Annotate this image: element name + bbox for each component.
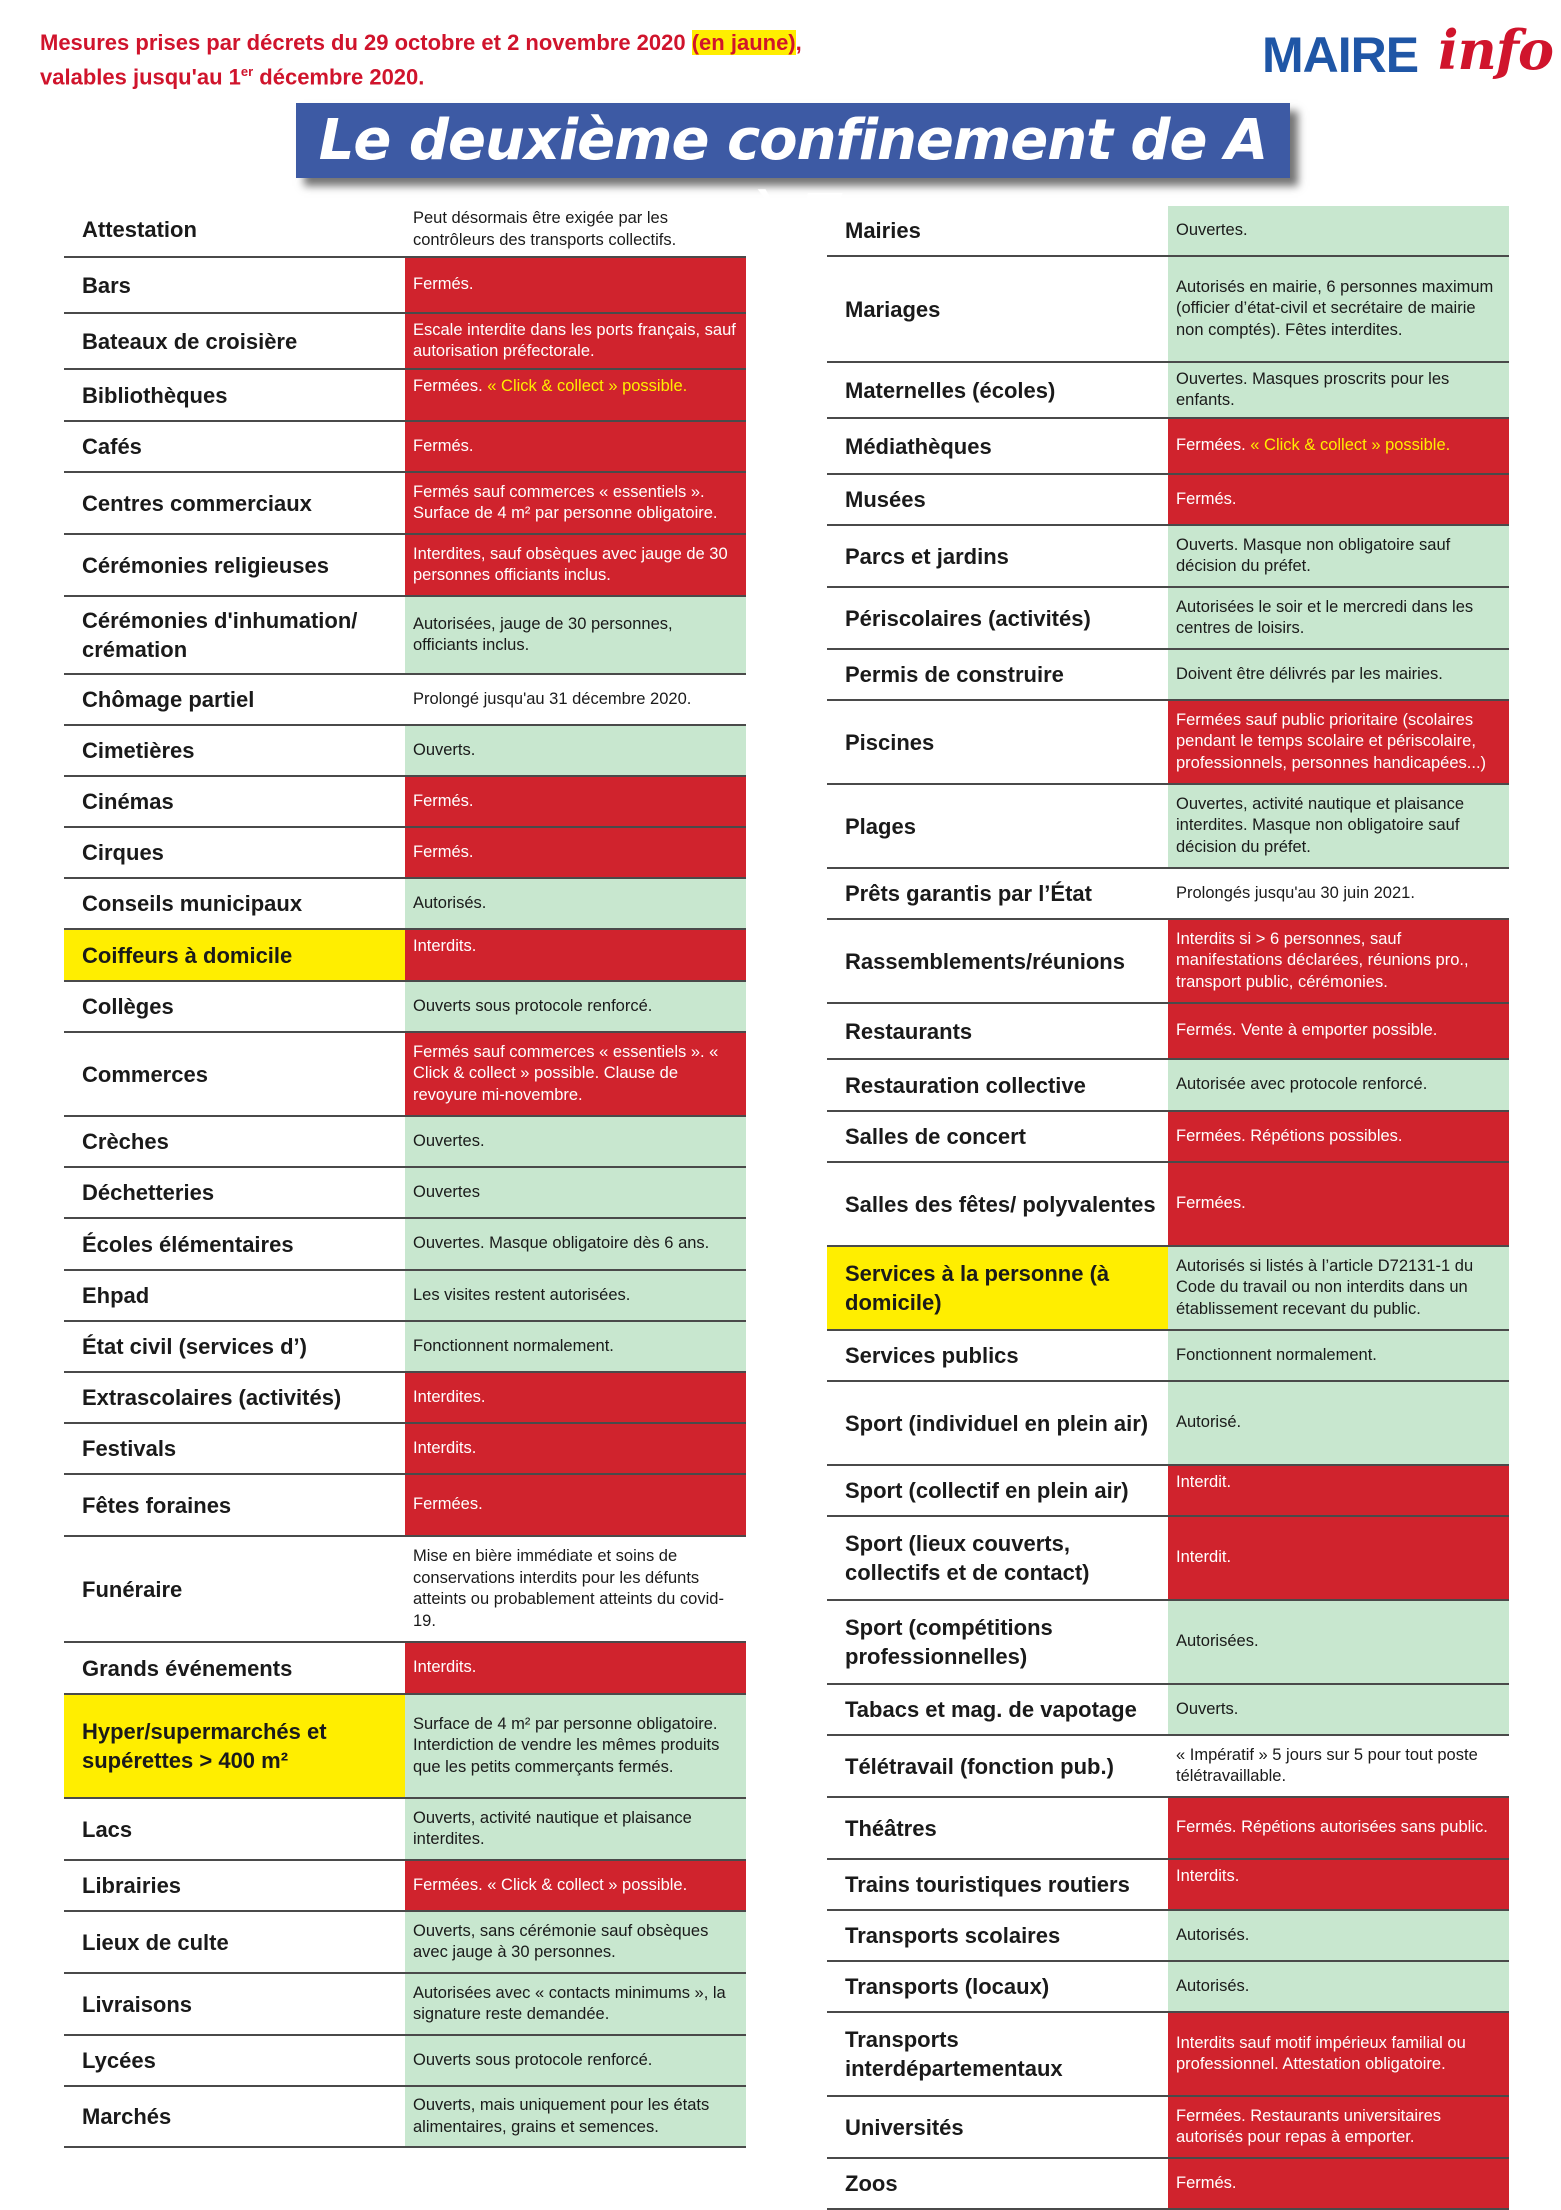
measure-row: [827, 363, 1509, 419]
measure-description: Fermées sauf public prioritaire (scolaires pendant le temps scolaire et périscolaire, professionnels, personnes handicapées...): [1176, 710, 1487, 772]
measure-row: [827, 1962, 1509, 2013]
measure-row: [827, 1685, 1509, 1736]
note-text: décembre 2020.: [253, 64, 425, 90]
measure-status-green: [405, 1168, 746, 1217]
measure-row: [827, 1736, 1509, 1798]
measure-row: [827, 1060, 1509, 1112]
measure-description: Fonctionnent normalement.: [1176, 1345, 1377, 1364]
measure-label: Attestation: [82, 217, 197, 242]
measure-description: Interdits.: [413, 937, 477, 955]
measure-label: Bateaux de croisière: [82, 328, 298, 354]
measure-label: Festivals: [82, 1436, 177, 1461]
measure-description: Ouverts, activité nautique et plaisance interdites.: [413, 1808, 692, 1848]
measure-row: [64, 1168, 746, 1219]
measure-description: Autorisés.: [413, 893, 487, 912]
measure-description: Autorisées avec « contacts minimums », la signature reste demandée.: [413, 1983, 726, 2023]
measure-row: [64, 422, 746, 473]
measure-status-red: [405, 370, 746, 420]
measure-row: [64, 777, 746, 828]
measure-status-green: [405, 1322, 746, 1371]
note-text: Mesures prises par décrets du 29 octobre et 2 novembre 2020: [40, 30, 692, 55]
measure-label: Cimetières: [82, 738, 195, 763]
measure-label: Permis de construire: [845, 662, 1064, 687]
measure-description: Doivent être délivrés par les mairies.: [1176, 664, 1443, 683]
measure-description: Interdits si > 6 personnes, sauf manifestations déclarées, réunions pro., transport public, cérémonies.: [1176, 929, 1469, 991]
note-highlight: (en jaune): [691, 30, 796, 55]
measure-status-red: [405, 930, 746, 980]
measure-label: Sport (lieux couverts, collectifs et de contact): [845, 1531, 1090, 1585]
measure-status-green: [1168, 1911, 1509, 1960]
measure-status-red: [405, 777, 746, 826]
measure-status-green: [405, 2036, 746, 2085]
measure-label: Services à la personne (à domicile): [827, 1247, 1168, 1329]
measure-description: « Impératif » 5 jours sur 5 pour tout poste télétravaillable.: [1176, 1745, 1478, 1785]
measure-description: Prolongé jusqu'au 31 décembre 2020.: [413, 689, 692, 708]
measure-description: Fermés.: [1176, 489, 1237, 508]
measure-status-red: [1168, 1466, 1509, 1515]
measure-row: [827, 419, 1509, 475]
measure-row: [827, 257, 1509, 363]
measure-label: Télétravail (fonction pub.): [845, 1753, 1114, 1779]
measure-description: Les visites restent autorisées.: [413, 1285, 631, 1304]
measure-status-green: [1168, 1601, 1509, 1683]
logo-info-text: info: [1438, 18, 1554, 82]
measure-label: Cafés: [82, 434, 142, 459]
measure-label: Lycées: [82, 2048, 156, 2073]
measure-status-red: [405, 473, 746, 533]
measure-description: Autorisés.: [1176, 1976, 1250, 1995]
measure-description: Autorisés.: [1176, 1925, 1250, 1944]
measure-description: Interdit.: [1176, 1473, 1232, 1491]
measure-status-green: [1168, 1382, 1509, 1464]
measure-description: Ouverts sous protocole renforcé.: [413, 2050, 653, 2069]
measure-status-green: [1168, 1060, 1509, 1110]
click-collect-note: « Click & collect » possible.: [487, 377, 688, 395]
measure-status-green: [405, 1799, 746, 1859]
measure-label: Mairies: [845, 218, 921, 243]
measure-label: Grands événements: [82, 1655, 293, 1681]
measure-description: Fermés. Répétions autorisées sans public.: [1176, 1818, 1488, 1837]
measure-status-green: [1168, 650, 1509, 699]
measure-label: Théâtres: [845, 1815, 937, 1841]
measure-label: Livraisons: [82, 1991, 193, 2017]
measure-status-green: [405, 2087, 746, 2146]
measure-description: Fermés.: [1176, 2173, 1237, 2192]
measure-description: Ouverts, sans cérémonie sauf obsèques avec jauge à 30 personnes.: [413, 1921, 709, 1961]
measure-status-green: [405, 1117, 746, 1166]
measure-status-green: [1168, 257, 1509, 361]
measure-label: Prêts garantis par l’État: [845, 881, 1092, 906]
measure-status-green: [1168, 785, 1509, 867]
measure-description: Escale interdite dans les ports français, sauf autorisation préfectorale.: [413, 320, 736, 360]
measure-label: Sport (collectif en plein air): [845, 1478, 1129, 1503]
measure-row: [64, 1799, 746, 1861]
measure-status-white: [405, 203, 746, 256]
measure-row: [64, 1219, 746, 1271]
measure-row: [827, 1163, 1509, 1247]
header-note-line-1: [40, 28, 900, 57]
measure-status-white: [405, 675, 746, 724]
measure-status-green: [405, 726, 746, 775]
measure-status-red: [405, 314, 746, 368]
measure-status-red: [405, 1033, 746, 1115]
measure-label: Lacs: [82, 1816, 133, 1842]
measure-row: [64, 1695, 746, 1799]
measure-label: Funéraire: [82, 1576, 183, 1602]
measure-row: [64, 258, 746, 314]
measure-status-red: [1168, 1517, 1509, 1599]
measure-label: Hyper/supermarchés et supérettes > 400 m²: [64, 1695, 405, 1797]
measure-row: [64, 370, 746, 422]
measure-row: [64, 1643, 746, 1695]
measure-label: Cérémonies d'inhumation/ crémation: [82, 608, 358, 662]
measure-row: [64, 930, 746, 982]
measure-description: Fermés. Vente à emporter possible.: [1176, 1021, 1438, 1040]
note-text: valables jusqu'au 1: [40, 64, 241, 90]
measure-label: Restaurants: [845, 1018, 973, 1044]
measure-description: Ouverts, mais uniquement pour les états alimentaires, grains et semences.: [413, 2096, 710, 2136]
measure-row: [827, 920, 1509, 1004]
measure-row: [64, 879, 746, 930]
measure-description: Fermées.: [413, 1495, 483, 1514]
measure-row: [64, 675, 746, 726]
measure-description: Ouvertes: [413, 1182, 480, 1201]
measure-label: Salles de concert: [845, 1124, 1026, 1149]
measure-status-red: [405, 1475, 746, 1535]
measure-description: Surface de 4 m² par personne obligatoire. Interdiction de vendre les mêmes produits que les petits commerçants fermés.: [413, 1714, 720, 1776]
measure-description: Fermées. Répétions possibles.: [1176, 1126, 1403, 1145]
measure-row: [64, 1322, 746, 1373]
measure-description: Ouverts.: [1176, 1699, 1239, 1718]
measure-row: [827, 526, 1509, 588]
measure-label: Zoos: [845, 2171, 898, 2196]
measure-status-green: [405, 879, 746, 928]
measure-description: Fermées. « Click & collect » possible.: [413, 1875, 688, 1894]
measure-description: Autorisées le soir et le mercredi dans les centres de loisirs.: [1176, 597, 1474, 637]
measure-status-red: [1168, 1798, 1509, 1858]
measure-status-green: [1168, 206, 1509, 255]
measure-row: [64, 2036, 746, 2087]
measure-description: Ouverts.: [413, 740, 476, 759]
measure-row: [64, 1475, 746, 1537]
measure-description: Ouvertes. Masques proscrits pour les enfants.: [1176, 369, 1450, 409]
measure-label: Bibliothèques: [82, 382, 228, 408]
measure-description: Interdites, sauf obsèques avec jauge de 30 personnes officiants inclus.: [413, 544, 728, 584]
measure-description: Autorisées.: [1176, 1632, 1259, 1651]
measure-row: [827, 869, 1509, 920]
measure-status-red: [405, 828, 746, 877]
measure-label: Tabacs et mag. de vapotage: [845, 1697, 1137, 1722]
measure-row: [827, 650, 1509, 701]
measure-description: Ouvertes.: [413, 1131, 485, 1150]
measure-description: Fermées.: [1176, 1194, 1246, 1213]
measure-status-green: [405, 1912, 746, 1972]
measure-label: État civil (services d’): [82, 1334, 307, 1359]
measure-status-red: [1168, 2013, 1509, 2095]
measure-label: Plages: [845, 813, 916, 839]
measure-row: [827, 1517, 1509, 1601]
measure-row: [827, 785, 1509, 869]
measure-description: Fermés sauf commerces « essentiels ». Surface de 4 m² par personne obligatoire.: [413, 482, 718, 522]
measure-description: Ouverts. Masque non obligatoire sauf décision du préfet.: [1176, 535, 1451, 575]
measure-row: [64, 982, 746, 1033]
measure-status-red: [1168, 1004, 1509, 1058]
measure-label: Déchetteries: [82, 1180, 215, 1205]
measure-row: [827, 1004, 1509, 1060]
right-measures-table: [827, 206, 1509, 2210]
measure-label: Restauration collective: [845, 1072, 1086, 1098]
measure-label: Médiathèques: [845, 433, 992, 459]
measure-row: [827, 2013, 1509, 2097]
measure-description: Interdits sauf motif impérieux familial ou professionnel. Attestation obligatoire.: [1176, 2033, 1466, 2073]
measure-label: Musées: [845, 487, 926, 512]
measure-status-green: [405, 982, 746, 1031]
measure-status-green: [1168, 1685, 1509, 1734]
measure-status-red: [1168, 419, 1509, 473]
measure-label: Sport (compétitions professionnelles): [845, 1615, 1053, 1669]
measure-description: Interdit.: [1176, 1548, 1232, 1567]
measure-row: [64, 597, 746, 675]
measure-status-green: [1168, 1962, 1509, 2011]
measure-row: [827, 2097, 1509, 2159]
measure-label: Crèches: [82, 1129, 169, 1154]
measure-status-red: [1168, 1112, 1509, 1161]
measure-label: Cinémas: [82, 789, 174, 814]
measure-label: Lieux de culte: [82, 1929, 229, 1955]
measure-label: Coiffeurs à domicile: [64, 930, 405, 980]
measure-label: Sport (individuel en plein air): [845, 1410, 1149, 1436]
measure-label: Cérémonies religieuses: [82, 552, 330, 578]
measure-label: Collèges: [82, 994, 174, 1019]
measure-row: [64, 1033, 746, 1117]
measure-status-red: [1168, 920, 1509, 1002]
measure-label: Transports (locaux): [845, 1974, 1050, 1999]
measure-description: Ouvertes.: [1176, 220, 1248, 239]
measure-status-green: [1168, 1331, 1509, 1380]
measure-description: Interdits.: [1176, 1867, 1240, 1885]
measure-status-green: [405, 1271, 746, 1320]
measure-description: Fermées.: [1176, 436, 1251, 455]
click-collect-note: « Click & collect » possible.: [1250, 436, 1451, 455]
measure-status-green: [1168, 1247, 1509, 1329]
measure-label: Maternelles (écoles): [845, 377, 1056, 403]
measure-description: Fonctionnent normalement.: [413, 1336, 614, 1355]
page-title: Le deuxième confinement de A à Z: [318, 108, 1268, 248]
measure-label: Conseils municipaux: [82, 891, 303, 916]
measure-label: Chômage partiel: [82, 687, 255, 712]
measure-row: [827, 701, 1509, 785]
measure-row: [827, 1331, 1509, 1382]
measure-row: [827, 1601, 1509, 1685]
measure-row: [64, 726, 746, 777]
measure-label: Trains touristiques routiers: [845, 1872, 1130, 1897]
measure-status-red: [1168, 2097, 1509, 2157]
measure-description: Autorisé.: [1176, 1413, 1242, 1432]
measure-row: [827, 1112, 1509, 1163]
measure-row: [64, 1861, 746, 1912]
measure-description: Autorisés si listés à l’article D72131-1 du Code du travail ou non interdits dans un établissement recevant du public.: [1176, 1256, 1474, 1318]
measure-description: Fermés.: [413, 842, 474, 861]
measure-description: Autorisée avec protocole renforcé.: [1176, 1075, 1428, 1094]
measure-status-green: [1168, 588, 1509, 648]
measure-label: Extrascolaires (activités): [82, 1385, 342, 1410]
measure-status-green: [1168, 526, 1509, 586]
measure-row: [64, 203, 746, 258]
maireinfo-logo: [1262, 18, 1561, 102]
measure-description: Ouvertes, activité nautique et plaisance interdites. Masque non obligatoire sauf décision du préfet.: [1176, 794, 1465, 856]
measure-status-red: [1168, 701, 1509, 783]
measure-status-red: [405, 1373, 746, 1422]
measure-label: Cirques: [82, 840, 164, 865]
measure-status-white: [1168, 869, 1509, 918]
measure-status-red: [405, 422, 746, 471]
measure-status-green: [405, 1974, 746, 2034]
note-superscript: er: [240, 64, 254, 79]
measure-row: [64, 473, 746, 535]
measure-description: Fermés.: [413, 275, 474, 294]
measure-label: Services publics: [845, 1343, 1019, 1368]
measure-status-red: [405, 535, 746, 595]
measure-description: Fermés.: [413, 436, 474, 455]
measure-label: Bars: [82, 272, 131, 298]
measure-status-red: [1168, 2159, 1509, 2208]
measure-label: Universités: [845, 2114, 964, 2140]
measure-row: [827, 1466, 1509, 1517]
measure-label: Périscolaires (activités): [845, 605, 1091, 631]
measure-status-red: [405, 1643, 746, 1693]
left-measures-table: [64, 203, 746, 2148]
measure-description: Interdites.: [413, 1387, 486, 1406]
note-text: ,: [795, 30, 802, 55]
measure-row: [64, 1912, 746, 1974]
measure-description: Fermées. Restaurants universitaires autorisés pour repas à emporter.: [1176, 2106, 1442, 2146]
measure-label: Librairies: [82, 1873, 182, 1898]
measure-row: [827, 1860, 1509, 1911]
measure-row: [64, 314, 746, 370]
measure-status-red: [405, 1861, 746, 1910]
measure-row: [827, 2159, 1509, 2210]
measure-row: [827, 206, 1509, 257]
measure-label: Ehpad: [82, 1283, 150, 1308]
measure-status-red: [405, 1424, 746, 1473]
measure-label: Piscines: [845, 729, 935, 755]
measure-row: [64, 535, 746, 597]
measure-row: [64, 828, 746, 879]
measure-row: [827, 1247, 1509, 1331]
measure-status-white: [405, 1537, 746, 1641]
measure-row: [827, 1911, 1509, 1962]
measure-row: [827, 475, 1509, 526]
measure-label: Mariages: [845, 296, 941, 322]
measure-status-red: [1168, 1163, 1509, 1245]
measure-label: Fêtes foraines: [82, 1492, 232, 1518]
logo-maire-text: MAIRE: [1262, 27, 1419, 83]
measure-status-green: [405, 1219, 746, 1269]
measure-description: Peut désormais être exigée par les contrôleurs des transports collectifs.: [413, 209, 677, 249]
measure-label: Écoles élémentaires: [82, 1231, 294, 1257]
measure-row: [64, 1373, 746, 1424]
measure-label: Commerces: [82, 1061, 208, 1087]
measure-label: Centres commerciaux: [82, 490, 312, 516]
measure-status-red: [1168, 1860, 1509, 1909]
header-note-line-2: [40, 57, 900, 91]
header-note: [40, 28, 900, 91]
measure-status-green: [405, 1695, 746, 1797]
measure-row: [64, 1271, 746, 1322]
measure-row: [64, 1974, 746, 2036]
measure-row: [827, 1798, 1509, 1860]
measure-description: Interdits.: [413, 1658, 477, 1677]
measure-description: Fermés.: [413, 791, 474, 810]
measure-description: Interdits.: [413, 1438, 477, 1457]
measure-label: Parcs et jardins: [845, 543, 1009, 569]
measure-description: Autorisés en mairie, 6 personnes maximum (officier d’état-civil et secrétaire de mairie non comptés). Fêtes interdites.: [1176, 277, 1494, 339]
measure-row: [827, 588, 1509, 650]
measure-description: Fermées.: [413, 377, 488, 395]
measure-row: [827, 1382, 1509, 1466]
measure-status-green: [405, 597, 746, 673]
measure-row: [64, 2087, 746, 2148]
measure-status-red: [405, 258, 746, 312]
measure-label: Salles des fêtes/ polyvalentes: [845, 1191, 1156, 1217]
measure-description: Mise en bière immédiate et soins de conservations interdits pour les défunts atteints ou probablement atteints du covid-19.: [413, 1547, 724, 1630]
measure-description: Autorisées, jauge de 30 personnes, officiants inclus.: [413, 614, 673, 654]
measure-row: [64, 1424, 746, 1475]
measure-label: Marchés: [82, 2104, 172, 2129]
measure-row: [64, 1117, 746, 1168]
measure-description: Ouvertes. Masque obligatoire dès 6 ans.: [413, 1234, 710, 1253]
measure-status-red: [1168, 475, 1509, 524]
measure-status-white: [1168, 1736, 1509, 1796]
measure-description: Ouverts sous protocole renforcé.: [413, 996, 653, 1015]
measure-row: [64, 1537, 746, 1643]
measure-status-green: [1168, 363, 1509, 417]
measure-description: Prolongés jusqu'au 30 juin 2021.: [1176, 883, 1415, 902]
measure-label: Rassemblements/réunions: [845, 948, 1125, 974]
measure-description: Fermés sauf commerces « essentiels ». « Click & collect » possible. Clause de revoyure mi-novembre.: [413, 1042, 719, 1104]
measure-label: Transports scolaires: [845, 1923, 1061, 1948]
measure-label: Transports interdépartementaux: [845, 2027, 1063, 2081]
